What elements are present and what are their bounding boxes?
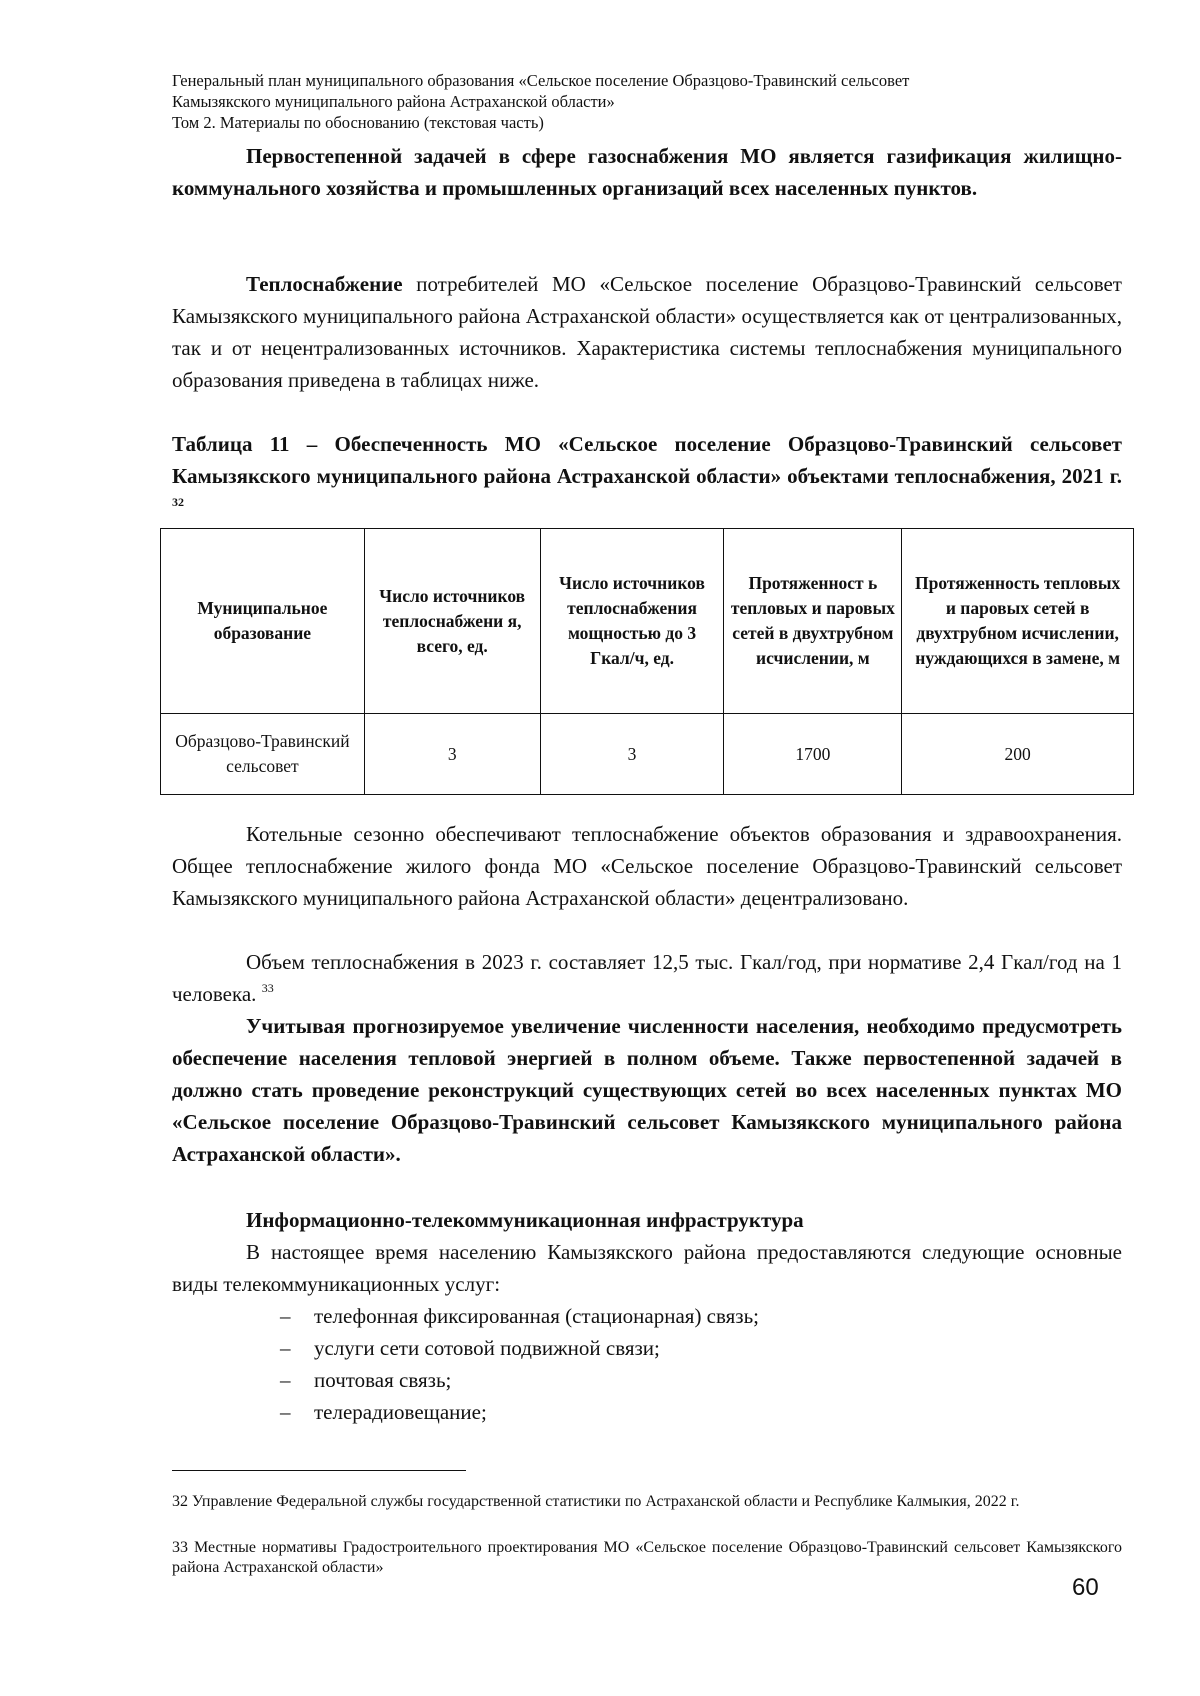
running-header	[172, 70, 1122, 133]
paragraph-telecom: В настоящее время населению Камызякского района предоставляются следующие основные виды телекоммуникационных услуг:	[172, 1240, 1122, 1296]
table-cell: Образцово-Травинский сельсовет	[161, 714, 365, 795]
dash-marker: –	[280, 1368, 291, 1392]
paragraph-boilers: Котельные сезонно обеспечивают теплоснабжение объектов образования и здравоохранения. Общее теплоснабжение жилого фонда МО «Сельское поселение Образцово-Травинский сельсовет Камызякского муниципального района Астраханской области» децентрализовано.	[172, 822, 1122, 910]
table-cell: 200	[902, 714, 1134, 795]
heat-supply-term: Теплоснабжение	[246, 272, 403, 296]
list-item	[280, 1332, 759, 1364]
list-item	[280, 1396, 759, 1428]
list-item	[280, 1364, 759, 1396]
column-header: Число источников теплоснабжени я, всего, ед.	[364, 529, 540, 714]
section-heading: Информационно-телекоммуникационная инфраструктура	[246, 1208, 804, 1232]
column-header: Число источников теплоснабжения мощностью до 3 Гкал/ч, ед.	[540, 529, 724, 714]
header-line: Камызякского муниципального района Астраханской области»	[172, 92, 615, 111]
header-line: Генеральный план муниципального образования «Сельское поселение Образцово-Травинский сельсовет	[172, 71, 910, 90]
footnote-ref[interactable]: 33	[261, 981, 274, 995]
footnote-ref[interactable]: 32	[172, 495, 184, 509]
paragraph-heat-volume	[172, 946, 1122, 1010]
table-cell: 3	[364, 714, 540, 795]
list-item-text: почтовая связь;	[314, 1368, 452, 1392]
table-header-row	[161, 529, 1134, 714]
column-header: Муниципальное образование	[161, 529, 365, 714]
list-item-text: телерадиовещание;	[314, 1400, 487, 1424]
list-item-text: телефонная фиксированная (стационарная) связь;	[314, 1304, 760, 1328]
dash-marker: –	[280, 1304, 291, 1328]
table-caption-text: Таблица 11 – Обеспеченность МО «Сельское поселение Образцово-Травинский сельсовет Камызякского муниципального района Астраханской области» объектами теплоснабжения, 2021 г.	[172, 432, 1122, 488]
telecom-services-list	[280, 1300, 759, 1428]
list-item	[280, 1300, 759, 1332]
footnote-divider	[172, 1470, 466, 1471]
page-number: 60	[1072, 1574, 1099, 1601]
heat-supply-text: потребителей МО «Сельское поселение Образцово-Травинский сельсовет Камызякского муниципального района Астраханской области» осуществляется как от централизованных, так и от нецентрализованных источников. Характеристика системы теплоснабжения муниципального образования приведена в таблицах ниже.	[172, 272, 1122, 392]
heat-volume-text: Объем теплоснабжения в 2023 г. составляет 12,5 тыс. Гкал/год, при нормативе 2,4 Гкал/год на 1 человека.	[172, 950, 1122, 1006]
column-header: Протяженност ь тепловых и паровых сетей в двухтрубном исчислении, м	[724, 529, 902, 714]
table-row	[161, 714, 1134, 795]
footnote-32: 32 Управление Федеральной службы государственной статистики по Астраханской области и Республике Калмыкия, 2022 г.	[172, 1493, 1020, 1510]
footnote-33: 33 Местные нормативы Градостроительного проектирования МО «Сельское поселение Образцово-Травинский сельсовет Камызякского района Астраханской области»	[172, 1539, 1122, 1576]
column-header: Протяженность тепловых и паровых сетей в двухтрубном исчислении, нуждающихся в замене, м	[902, 529, 1134, 714]
heat-supply-table	[160, 528, 1134, 795]
paragraph-gas-supply: Первостепенной задачей в сфере газоснабжения МО является газификация жилищно-коммунального хозяйства и промышленных организаций всех населенных пунктов.	[172, 144, 1122, 200]
paragraph-forecast: Учитывая прогнозируемое увеличение численности населения, необходимо предусмотреть обеспечение населения тепловой энергией в полном объеме. Также первостепенной задачей в должно стать проведение реконструкций существующих сетей во всех населенных пунктах МО «Сельское поселение Образцово-Травинский сельсовет Камызякского муниципального района Астраханской области».	[172, 1014, 1122, 1166]
table-cell: 1700	[724, 714, 902, 795]
header-line: Том 2. Материалы по обоснованию (текстовая часть)	[172, 113, 544, 132]
list-item-text: услуги сети сотовой подвижной связи;	[314, 1336, 660, 1360]
table-cell: 3	[540, 714, 724, 795]
table-caption	[172, 428, 1122, 524]
dash-marker: –	[280, 1400, 291, 1424]
paragraph-heat-supply	[172, 268, 1122, 396]
dash-marker: –	[280, 1336, 291, 1360]
